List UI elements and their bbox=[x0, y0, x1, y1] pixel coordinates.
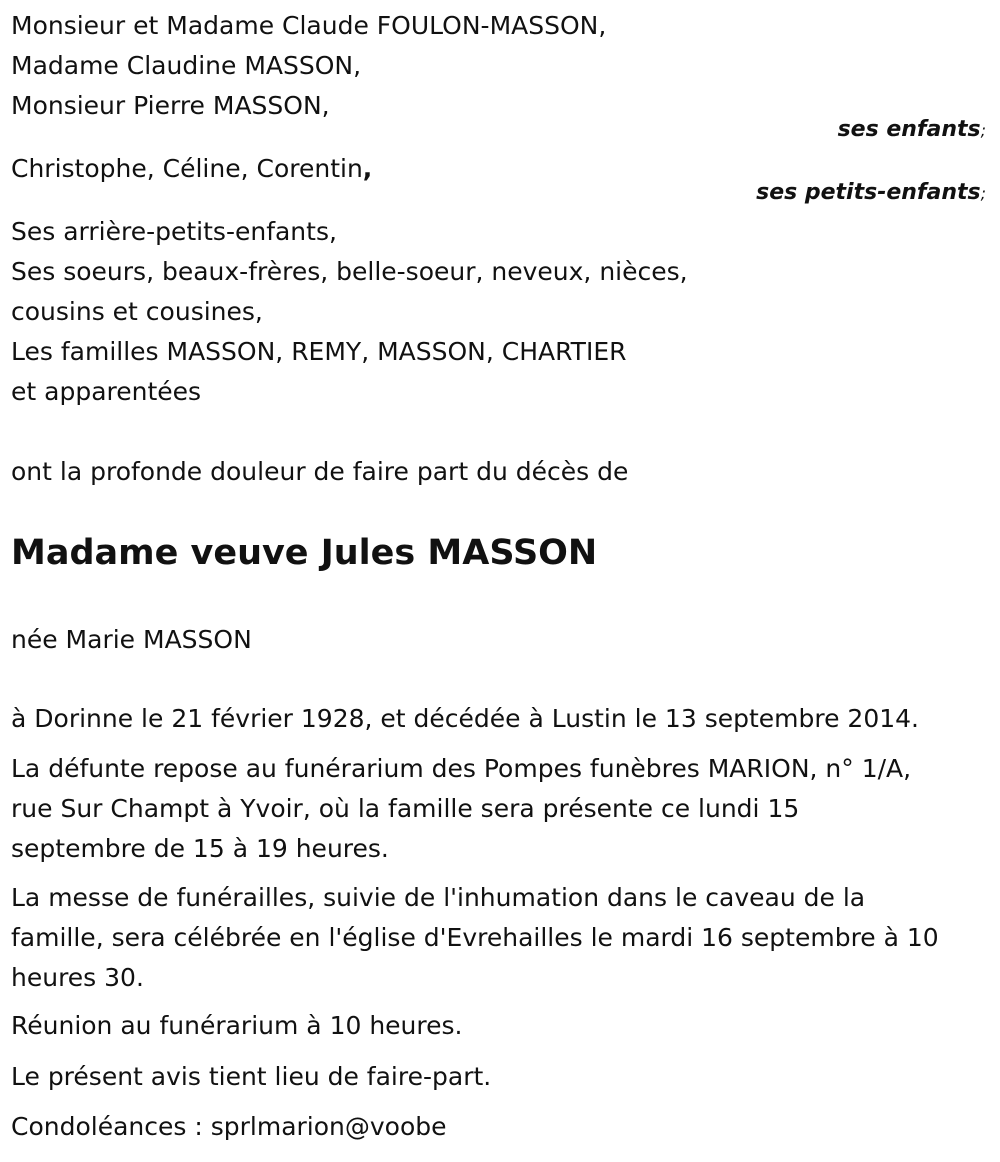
grandchildren-names-punct: , bbox=[362, 154, 373, 183]
children-role bbox=[838, 116, 986, 145]
mass-line-2: famille, sera célébrée en l'église d'Evrehailles le mardi 16 septembre à 10 bbox=[11, 923, 939, 952]
relatives-line-5: et apparentées bbox=[11, 377, 202, 406]
grandchildren-role-punct: ; bbox=[980, 184, 986, 203]
relatives-line-4: Les familles MASSON, REMY, MASSON, CHARTIER bbox=[11, 337, 627, 366]
mass-line-1: La messe de funérailles, suivie de l'inhumation dans le caveau de la bbox=[11, 883, 866, 912]
rest-line-3: septembre de 15 à 19 heures. bbox=[11, 834, 389, 863]
children-role-text: ses enfants bbox=[837, 117, 981, 142]
condolences: Condoléances : sprlmarion@voobe bbox=[11, 1112, 447, 1141]
grandchildren-role bbox=[756, 179, 986, 208]
children-line-2: Madame Claudine MASSON, bbox=[11, 51, 362, 80]
mass-line-3: heures 30. bbox=[11, 963, 144, 992]
notice: Le présent avis tient lieu de faire-part. bbox=[11, 1062, 492, 1091]
children-role-punct: ; bbox=[980, 121, 986, 140]
relatives-line-2: Ses soeurs, beaux-frères, belle-soeur, neveux, nièces, bbox=[11, 257, 688, 286]
rest-line-2: rue Sur Champt à Yvoir, où la famille sera présente ce lundi 15 bbox=[11, 794, 800, 823]
birth-death: à Dorinne le 21 février 1928, et décédée à Lustin le 13 septembre 2014. bbox=[11, 704, 919, 733]
announcement: ont la profonde douleur de faire part du décès de bbox=[11, 457, 629, 486]
meeting-info: Réunion au funérarium à 10 heures. bbox=[11, 1011, 463, 1040]
relatives-line-3: cousins et cousines, bbox=[11, 297, 263, 326]
children-line-1: Monsieur et Madame Claude FOULON-MASSON, bbox=[11, 11, 607, 40]
grandchildren-role-text: ses petits-enfants bbox=[756, 180, 981, 205]
rest-line-1: La défunte repose au funérarium des Pompes funèbres MARION, n° 1/A, bbox=[11, 754, 912, 783]
relatives-line-1: Ses arrière-petits-enfants, bbox=[11, 217, 337, 246]
birth-name: née Marie MASSON bbox=[11, 625, 252, 654]
grandchildren-names-text: Christophe, Céline, Corentin bbox=[11, 154, 363, 183]
deceased-name: Madame veuve Jules MASSON bbox=[11, 533, 598, 573]
children-line-3: Monsieur Pierre MASSON, bbox=[11, 91, 330, 120]
grandchildren-names bbox=[11, 154, 372, 184]
